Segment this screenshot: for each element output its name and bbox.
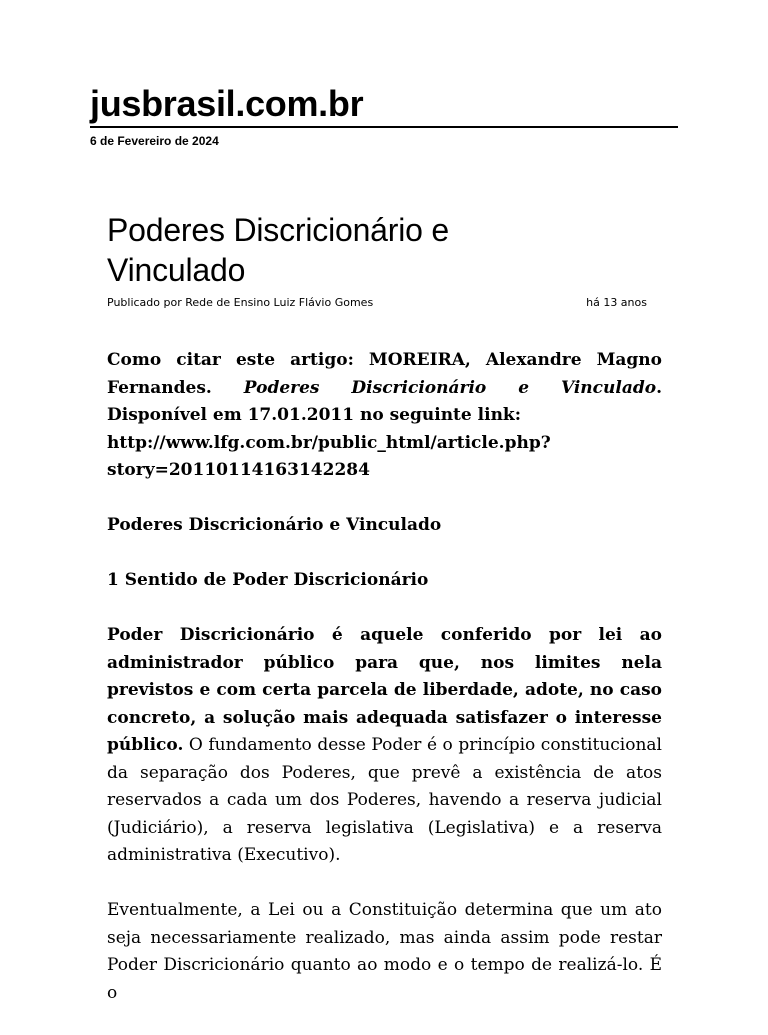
citation-link-line-2[interactable]: story=20110114163142284 [107,460,370,480]
byline [107,296,647,310]
capture-date: 6 de Fevereiro de 2024 [90,134,219,148]
masthead [90,84,678,149]
paragraph-1-bold: Poder Discricionário é aquele conferido por lei ao administrador público para que, nos limites nela previstos e com certa parcela de liberdade, adote, no caso concreto, a solução mais adequada satisfazer o interesse público. [107,625,662,755]
site-title[interactable]: jusbrasil.com.br [90,83,364,124]
paragraph-1-normal: O fundamento desse Poder é o princípio constitucional da separação dos Poderes, que prevê a existência de atos reservados a cada um dos Poderes, havendo a reserva judicial (Judiciário), a reserva legislativa (Legislativa) e a reserva administrativa (Executivo). [107,735,662,865]
section-heading: Poderes Discricionário e Vinculado [107,515,442,535]
citation-prefix: Como citar este artigo: MOREIRA, Alexandre Magno Fernandes. [107,350,662,398]
article-body [107,347,662,1007]
byline-age: há 13 anos [586,296,647,309]
citation-paragraph [107,347,662,485]
masthead-divider [90,126,678,128]
article-title-line-2: Vinculado [107,252,246,288]
paragraph-2: Eventualmente, a Lei ou a Constituição determina que um ato seja necessariamente realizado, mas ainda assim pode restar Poder Discricionário quanto ao modo e o tempo de realizá-lo. É o [107,900,662,1003]
citation-link-line-1[interactable]: http://www.lfg.com.br/public_html/article.php? [107,432,551,453]
article [107,210,662,1035]
citation-title: Poderes Discricionário e Vinculado [243,377,657,398]
article-title-line-1: Poderes Discricionário e [107,212,450,248]
citation-middle: . Disponível em 17.01.2011 no seguinte link: [107,377,662,425]
paragraph-1 [107,622,662,870]
subheading: 1 Sentido de Poder Discricionário [107,570,429,590]
byline-author[interactable]: Publicado por Rede de Ensino Luiz Flávio Gomes [107,296,374,309]
article-title [107,210,662,290]
